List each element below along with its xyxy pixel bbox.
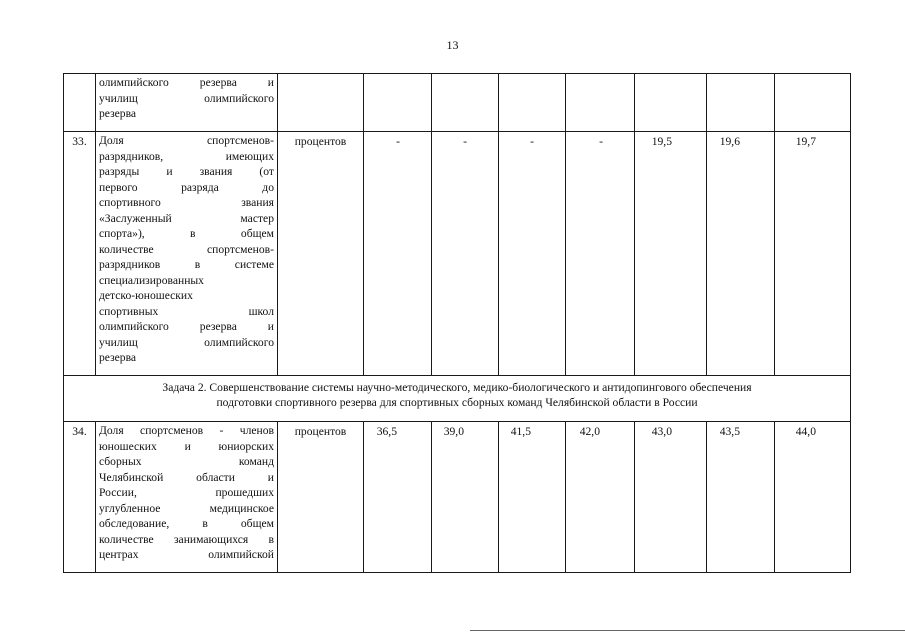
indicator-name-line: количестве занимающихся в [99, 532, 274, 546]
indicator-name-line: олимпийского резерва и [99, 320, 274, 333]
indicator-name-line: резерва [99, 351, 137, 364]
indicator-name-cell [96, 422, 278, 573]
value-cell [775, 74, 851, 132]
indicator-name-line: России, прошедших [99, 486, 274, 499]
indicator-name-line: Доля спортсменов- [99, 134, 274, 147]
value-cell: - [499, 132, 566, 376]
value-cell: - [364, 132, 432, 376]
value-cell: 19,7 [775, 132, 851, 376]
indicator-name-line: обследование, в общем [99, 517, 274, 530]
unit-cell: процентов [278, 422, 364, 573]
indicator-name-line: Челябинской области и [99, 470, 274, 484]
value-cell: - [432, 132, 499, 376]
indicator-name-line: резерва [99, 107, 137, 120]
value-cell: 36,5 [364, 422, 432, 573]
value-cell: 39,0 [432, 422, 499, 573]
indicator-name-line: юношеских и юниорских [99, 439, 274, 453]
indicator-name-line: спортивных школ [99, 304, 274, 318]
row-number-cell [64, 74, 96, 132]
table-row-34 [64, 422, 851, 573]
indicator-name-line: первого разряда до [99, 180, 274, 194]
value-cell: 42,0 [566, 422, 635, 573]
unit-cell: процентов [278, 132, 364, 376]
indicators-table [63, 73, 851, 573]
table-row-33 [64, 132, 851, 376]
task-heading-line: подготовки спортивного резерва для спортивных сборных команд Челябинской области в России [216, 396, 698, 409]
scan-edge-line [470, 630, 905, 631]
value-cell [707, 74, 775, 132]
value-cell: 41,5 [499, 422, 566, 573]
indicator-name-cell [96, 132, 278, 376]
indicator-name-line: Доля спортсменов - членов [99, 424, 274, 437]
value-cell: - [566, 132, 635, 376]
indicator-name-line: разрядников в системе [99, 258, 274, 271]
indicator-name-line: разрядников, имеющих [99, 149, 274, 163]
value-cell [635, 74, 707, 132]
value-cell: 19,5 [635, 132, 707, 376]
indicator-name-line: сборных команд [99, 455, 274, 468]
indicator-name-line: спортивного звания [99, 196, 274, 209]
value-cell [432, 74, 499, 132]
page-number: 13 [446, 38, 459, 52]
value-cell: 43,0 [635, 422, 707, 573]
task-heading-cell [64, 376, 851, 422]
indicator-name-line: олимпийского резерва и [99, 76, 274, 89]
indicator-name-cell [96, 74, 278, 132]
table-row-continued [64, 74, 851, 132]
value-cell [566, 74, 635, 132]
indicator-name-line: спорта»), в общем [99, 227, 274, 240]
indicator-name-line: центрах олимпийской [99, 548, 274, 561]
unit-cell [278, 74, 364, 132]
task-heading-line: Задача 2. Совершенствование системы научно-методического, медико-биологического и антидопингового обеспечения [162, 381, 752, 394]
value-cell: 44,0 [775, 422, 851, 573]
indicator-name-line: училищ олимпийского [99, 335, 274, 349]
indicator-name-line: специализированных [99, 273, 204, 287]
value-cell [364, 74, 432, 132]
row-number-cell: 33. [64, 132, 96, 376]
task-row [64, 376, 851, 422]
indicator-name-line: «Заслуженный мастер [99, 211, 274, 225]
indicator-name-line: детско-юношеских [99, 289, 193, 302]
value-cell: 43,5 [707, 422, 775, 573]
value-cell: 19,6 [707, 132, 775, 376]
row-number-cell: 34. [64, 422, 96, 573]
indicator-name-line: разряды и звания (от [99, 165, 274, 178]
value-cell [499, 74, 566, 132]
indicator-name-line: углубленное медицинское [99, 501, 274, 515]
indicator-name-line: количестве спортсменов- [99, 242, 274, 256]
indicator-name-line: училищ олимпийского [99, 91, 274, 105]
